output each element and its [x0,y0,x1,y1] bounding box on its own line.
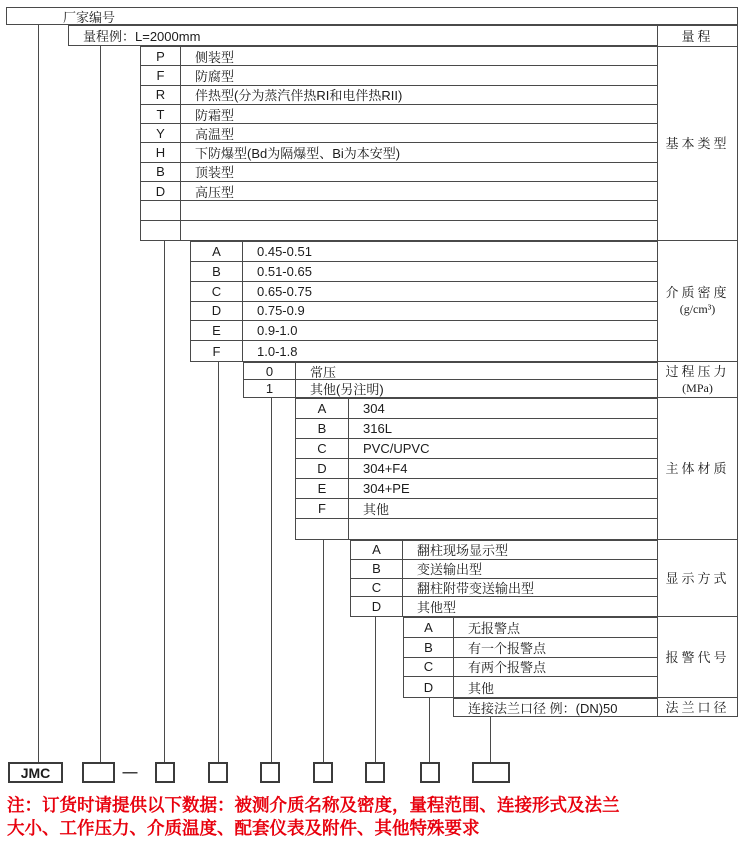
code-slot-range [82,762,115,783]
option-label: PVC/UPVC [363,441,430,456]
option-row [296,499,657,519]
option-label: 0.75-0.9 [257,303,305,319]
option-label: 下防爆型(Bd为隔爆型、Bi为本安型) [195,146,401,162]
code-slot-alarm [420,762,440,783]
category-density: 介质密度 (g/cm³) [658,241,737,362]
option-row-empty [141,201,657,220]
connector-line-pressure [271,398,272,762]
option-label: 翻柱现场显示型 [417,543,509,559]
option-label: 侧装型 [195,49,235,65]
option-code: T [141,105,181,123]
option-label: 高温型 [195,126,235,142]
code-separator-dash: — [122,764,138,781]
option-code: D [296,459,349,478]
model-prefix-box: JMC [8,762,63,783]
connector-line-flange [490,717,491,762]
density-unit: (g/cm³) [679,302,716,316]
option-row [296,459,657,479]
option-code: B [351,560,403,578]
flange-table [453,698,657,717]
range-example-label: 量程例：L=2000mm [83,29,201,44]
option-label: 无报警点 [468,620,521,636]
flange-size-label: 连接法兰口径 例：(DN)50 [468,701,618,716]
range-example-box [68,25,657,46]
option-label [349,519,657,539]
option-label: 304 [363,401,385,416]
code-slot-material [313,762,333,783]
pressure-table [243,362,657,398]
category-display-mode: 显示方式 [658,540,737,617]
option-code: B [296,419,349,438]
option-row [351,579,657,598]
option-row [141,47,657,66]
option-row-empty [141,221,657,240]
option-code: D [351,597,403,616]
option-row [141,124,657,143]
option-row [351,560,657,579]
option-row-empty [296,519,657,539]
connector-line-factory [38,25,39,762]
connector-line-density [218,362,219,762]
option-label [181,221,657,240]
option-code: C [296,439,349,458]
option-row [296,479,657,499]
option-code: D [404,677,454,697]
option-label: 变送输出型 [417,562,483,578]
category-column [657,25,738,717]
option-code: 0 [244,363,296,379]
factory-number-label: 厂家编号 [63,9,116,25]
basic-type-table [140,46,657,241]
option-label: 0.51-0.65 [257,263,312,279]
option-row [296,439,657,459]
option-label: 1.0-1.8 [257,343,298,359]
option-row [191,242,657,262]
option-code: P [141,47,181,65]
option-code: C [191,282,243,301]
connector-line-range [100,46,101,762]
option-code [296,519,349,539]
ordering-note-line2: 大小、工作压力、介质温度、配套仪表及附件、其他特殊要求 [7,818,480,838]
alarm-table [403,617,657,698]
option-row [191,302,657,322]
option-row [351,541,657,560]
code-slot-display [365,762,385,783]
option-row [191,282,657,302]
option-label: 防霜型 [195,107,235,123]
option-label [181,201,657,219]
option-code: C [404,658,454,677]
code-slot-pressure [260,762,280,783]
option-label: 其他 [468,680,495,696]
ordering-note [7,794,747,840]
option-code: Y [141,124,181,142]
option-code: E [191,321,243,340]
option-code: D [191,302,243,321]
factory-number-box [6,7,738,25]
option-row [191,341,657,361]
option-label: 0.9-1.0 [257,323,298,339]
option-code: C [351,579,403,597]
code-slot-flange [472,762,510,783]
option-code [141,221,181,240]
option-label: 其他(另注明) [310,382,384,397]
category-basic-type: 基本类型 [658,47,737,241]
category-pressure: 过程压力 (MPa) [658,362,737,398]
option-code: A [404,618,454,637]
option-row [404,638,657,658]
option-row [404,618,657,638]
option-row [191,262,657,282]
option-label: 其他 [363,502,390,517]
option-label: 304+F4 [363,461,408,476]
option-row [191,321,657,341]
category-material: 主体材质 [658,398,737,540]
connector-line-alarm [429,698,430,762]
option-row [141,182,657,201]
option-row [141,86,657,105]
option-code: F [191,341,243,361]
option-label: 防腐型 [195,68,235,84]
option-code: A [296,399,349,418]
option-label: 有两个报警点 [468,660,547,676]
option-row [244,363,657,380]
option-code: R [141,86,181,104]
option-label: 0.45-0.51 [257,243,312,259]
option-row [404,677,657,697]
option-row [141,105,657,124]
code-slot-basic [155,762,175,783]
option-code: B [404,638,454,657]
connector-line-basic [164,241,165,762]
option-row [141,143,657,162]
code-slot-density [208,762,228,783]
option-label: 高压型 [195,184,235,200]
option-row [141,66,657,85]
option-row [296,419,657,439]
display-mode-table [350,540,657,617]
option-code: 1 [244,380,296,397]
density-table [190,241,657,362]
option-label: 常压 [310,364,337,379]
material-table [295,398,657,540]
option-label: 316L [363,421,392,436]
option-label: 翻柱附带变送输出型 [417,580,535,596]
option-code: A [351,541,403,559]
option-code: F [296,499,349,518]
option-code: A [191,242,243,261]
pressure-unit: (MPa) [682,380,713,395]
option-label: 有一个报警点 [468,640,547,656]
option-row [244,380,657,397]
connector-line-material [323,540,324,762]
ordering-note-line1: 注：订货时请提供以下数据：被测介质名称及密度，量程范围、连接形式及法兰 [7,795,620,815]
option-label: 伴热型(分为蒸汽伴热RI和电伴热RII) [195,88,403,104]
option-code: B [141,163,181,181]
option-row [404,658,657,678]
option-code [141,201,181,219]
option-code: D [141,182,181,200]
option-row [141,163,657,182]
category-range: 量程 [658,26,737,47]
option-label: 304+PE [363,481,410,496]
category-flange: 法兰口径 [665,699,730,715]
option-code: B [191,262,243,281]
option-code: H [141,143,181,161]
option-label: 0.65-0.75 [257,283,312,299]
option-row [454,699,657,716]
option-code: E [296,479,349,498]
option-label: 顶装型 [195,165,235,181]
option-label: 其他型 [417,600,457,616]
option-row [296,399,657,419]
category-alarm: 报警代号 [658,617,737,698]
connector-line-display [375,617,376,762]
option-row [351,597,657,616]
option-code: F [141,66,181,84]
